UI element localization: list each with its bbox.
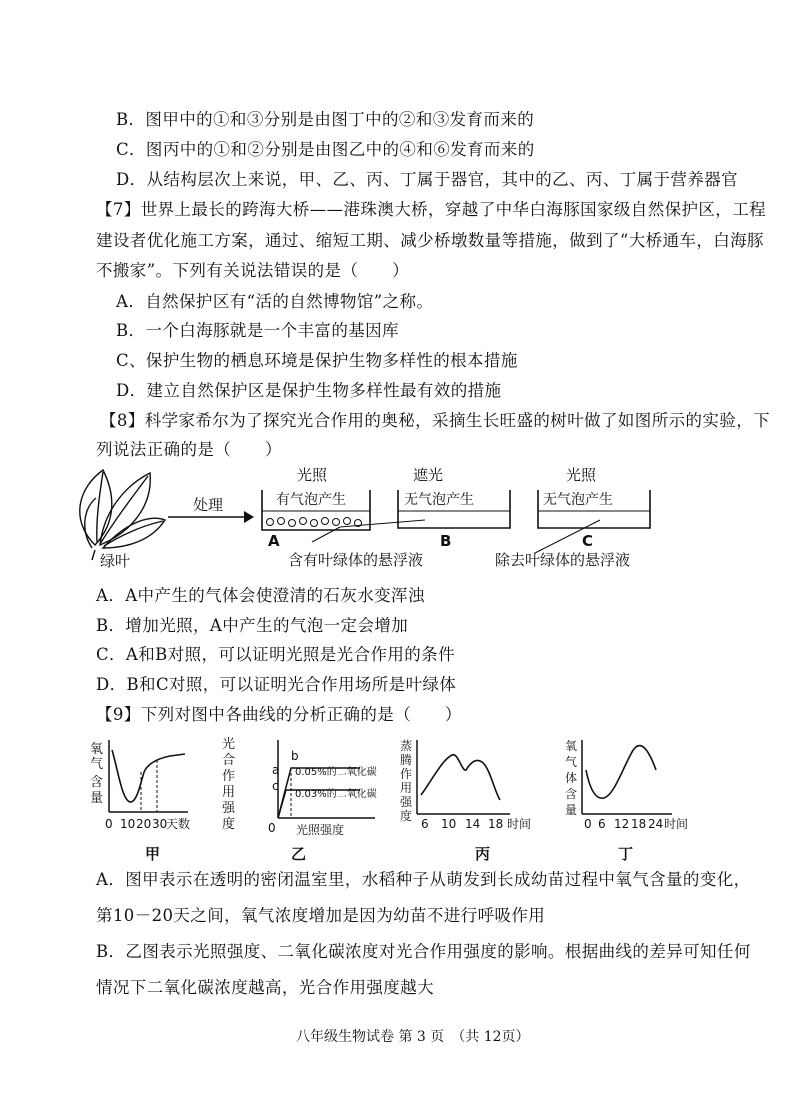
yi-point-a: a	[272, 763, 280, 777]
q7-stem-line3: 不搬家”。下列有关说法错误的是（ ）	[96, 261, 410, 280]
yi-origin: 0	[268, 821, 276, 835]
tank-b-letter: B	[440, 532, 452, 550]
graph-ding	[565, 739, 688, 863]
ding-ylabel-2: 气	[565, 755, 578, 769]
ding-tick-18: 18	[631, 817, 647, 831]
jia-ylabel-3: 含	[90, 775, 104, 790]
bing-caption: 丙	[475, 845, 491, 863]
bing-curve	[421, 755, 500, 800]
bing-tick-10: 10	[441, 817, 457, 831]
ding-ylabel-4: 含	[565, 787, 578, 801]
leaf-label: 绿叶	[100, 552, 131, 570]
q7-option-a: A．自然保护区有“活的自然博物馆”之称。	[116, 292, 434, 311]
yi-point-c: c	[272, 779, 279, 793]
bing-ylabel-1: 蒸	[400, 739, 413, 753]
q7-stem-line1: 【7】世界上最长的跨海大桥——港珠澳大桥，穿越了中华白海豚国家级自然保护区，工程	[96, 200, 766, 219]
bing-ylabel-2: 腾	[400, 753, 413, 767]
yi-caption: 乙	[291, 845, 307, 863]
q6-option-d: D．从结构层次上来说，甲、乙、丙、丁属于器官，其中的乙、丙、丁属于营养器官	[116, 170, 739, 189]
ding-xlabel: 时间	[664, 817, 689, 831]
tank-c-letter: C	[582, 532, 594, 550]
yi-ylabel-4: 用	[222, 785, 236, 800]
tank-a-top-label: 光照	[297, 466, 328, 484]
graph-yi	[222, 736, 377, 863]
q8-stem-line1: 【8】科学家希尔为了探究光合作用的奥秘，采摘生长旺盛的树叶做了如图所示的实验，下	[100, 411, 770, 430]
yi-point-b: b	[291, 749, 299, 763]
bing-tick-6: 6	[421, 817, 429, 831]
q8-option-a: A．A中产生的气体会使澄清的石灰水变浑浊	[96, 586, 425, 605]
yi-ylabel-3: 作	[222, 769, 236, 784]
yi-ylabel-5: 强	[222, 801, 236, 816]
q6-option-c: C．图丙中的①和②分别是由图乙中的④和⑥发育而来的	[116, 140, 535, 159]
jia-caption: 甲	[145, 845, 161, 863]
q9-option-a-line1: A．图甲表示在透明的密闭温室里，水稻种子从萌发到长成幼苗过程中氧气含量的变化，	[96, 870, 751, 889]
jia-ylabel-2: 气	[90, 757, 104, 772]
ding-tick-6: 6	[598, 817, 606, 831]
bing-xlabel: 时间	[507, 817, 532, 831]
ding-tick-0: 0	[584, 817, 592, 831]
q6-option-b: B．图甲中的①和③分别是由图丁中的②和③发育而来的	[116, 110, 535, 129]
left-note: 含有叶绿体的悬浮液	[288, 551, 424, 569]
yi-xlabel: 光照强度	[296, 823, 345, 837]
jia-xlabel: 天数	[166, 817, 191, 831]
q7-stem-line2: 建设者优化施工方案，通过、缩短工期、减少桥墩数量等措施，做到了“大桥通车，白海豚	[96, 231, 764, 250]
q8-stem-line2: 列说法正确的是（ ）	[96, 440, 282, 459]
graph-bing	[400, 738, 531, 863]
q9-option-b-line1: B．乙图表示光照强度、二氧化碳浓度对光合作用强度的影响。根据曲线的差异可知任何	[96, 942, 751, 961]
jia-tick-20: 20	[136, 817, 152, 831]
bing-ylabel-6: 度	[400, 809, 413, 823]
yi-ylabel-6: 度	[222, 817, 236, 832]
yi-line-low-label: 0.03%的二氧化碳	[295, 789, 377, 800]
tank-c-inner-label: 无气泡产生	[543, 492, 613, 508]
ding-ylabel-1: 氧	[565, 739, 578, 753]
q9-option-a-line2: 第10－20天之间，氧气浓度增加是因为幼苗不进行呼吸作用	[96, 906, 546, 925]
right-note: 除去叶绿体的悬浮液	[495, 551, 631, 569]
yi-ylabel-2: 合	[222, 753, 236, 768]
page-footer: 八年级生物试卷 第 3 页 （共 12页）	[296, 1029, 530, 1045]
jia-ylabel-4: 量	[90, 791, 104, 806]
jia-tick-0: 0	[105, 817, 113, 831]
bing-ylabel-3: 作	[400, 767, 413, 781]
yi-ylabel-1: 光	[222, 737, 236, 752]
bing-ylabel-4: 用	[400, 781, 413, 795]
jia-tick-30: 30	[152, 817, 168, 831]
bing-tick-14: 14	[465, 817, 481, 831]
tank-a-letter: A	[268, 532, 280, 550]
q8-option-c: C．A和B对照，可以证明光照是光合作用的条件	[96, 645, 455, 664]
ding-ylabel-5: 量	[565, 803, 578, 817]
ding-tick-24: 24	[648, 817, 664, 831]
q7-option-b: B．一个白海豚就是一个丰富的基因库	[116, 321, 399, 340]
q7-option-c: C、保护生物的栖息环境是保护生物多样性的根本措施	[116, 351, 518, 370]
graph-jia	[90, 740, 190, 863]
ding-caption: 丁	[618, 845, 634, 863]
jia-curve	[112, 750, 185, 802]
bing-tick-18: 18	[488, 817, 504, 831]
jia-ylabel-1: 氧	[90, 742, 104, 757]
ding-ylabel-3: 体	[565, 771, 578, 785]
q7-option-d: D．建立自然保护区是保护生物多样性最有效的措施	[116, 381, 502, 400]
q9-option-b-line2: 情况下二氧化碳浓度越高，光合作用强度越大	[96, 978, 434, 997]
yi-line-high-label: 0.05%的二氧化碳	[295, 767, 377, 778]
q8-option-b: B．增加光照，A中产生的气泡一定会增加	[96, 616, 409, 635]
tank-c-top-label: 光照	[566, 466, 597, 484]
tank-b-inner-label: 无气泡产生	[404, 492, 474, 508]
ding-tick-12: 12	[614, 817, 630, 831]
bing-ylabel-5: 强	[400, 795, 413, 809]
ding-curve	[586, 746, 656, 799]
q9-stem: 【9】下列对图中各曲线的分析正确的是（ ）	[96, 705, 462, 724]
q8-option-d: D．B和C对照，可以证明光合作用场所是叶绿体	[96, 675, 457, 694]
jia-tick-10: 10	[120, 817, 136, 831]
tank-a-inner-label: 有气泡产生	[276, 492, 346, 508]
tank-b-top-label: 遮光	[413, 466, 444, 484]
arrow-label: 处理	[193, 496, 224, 514]
